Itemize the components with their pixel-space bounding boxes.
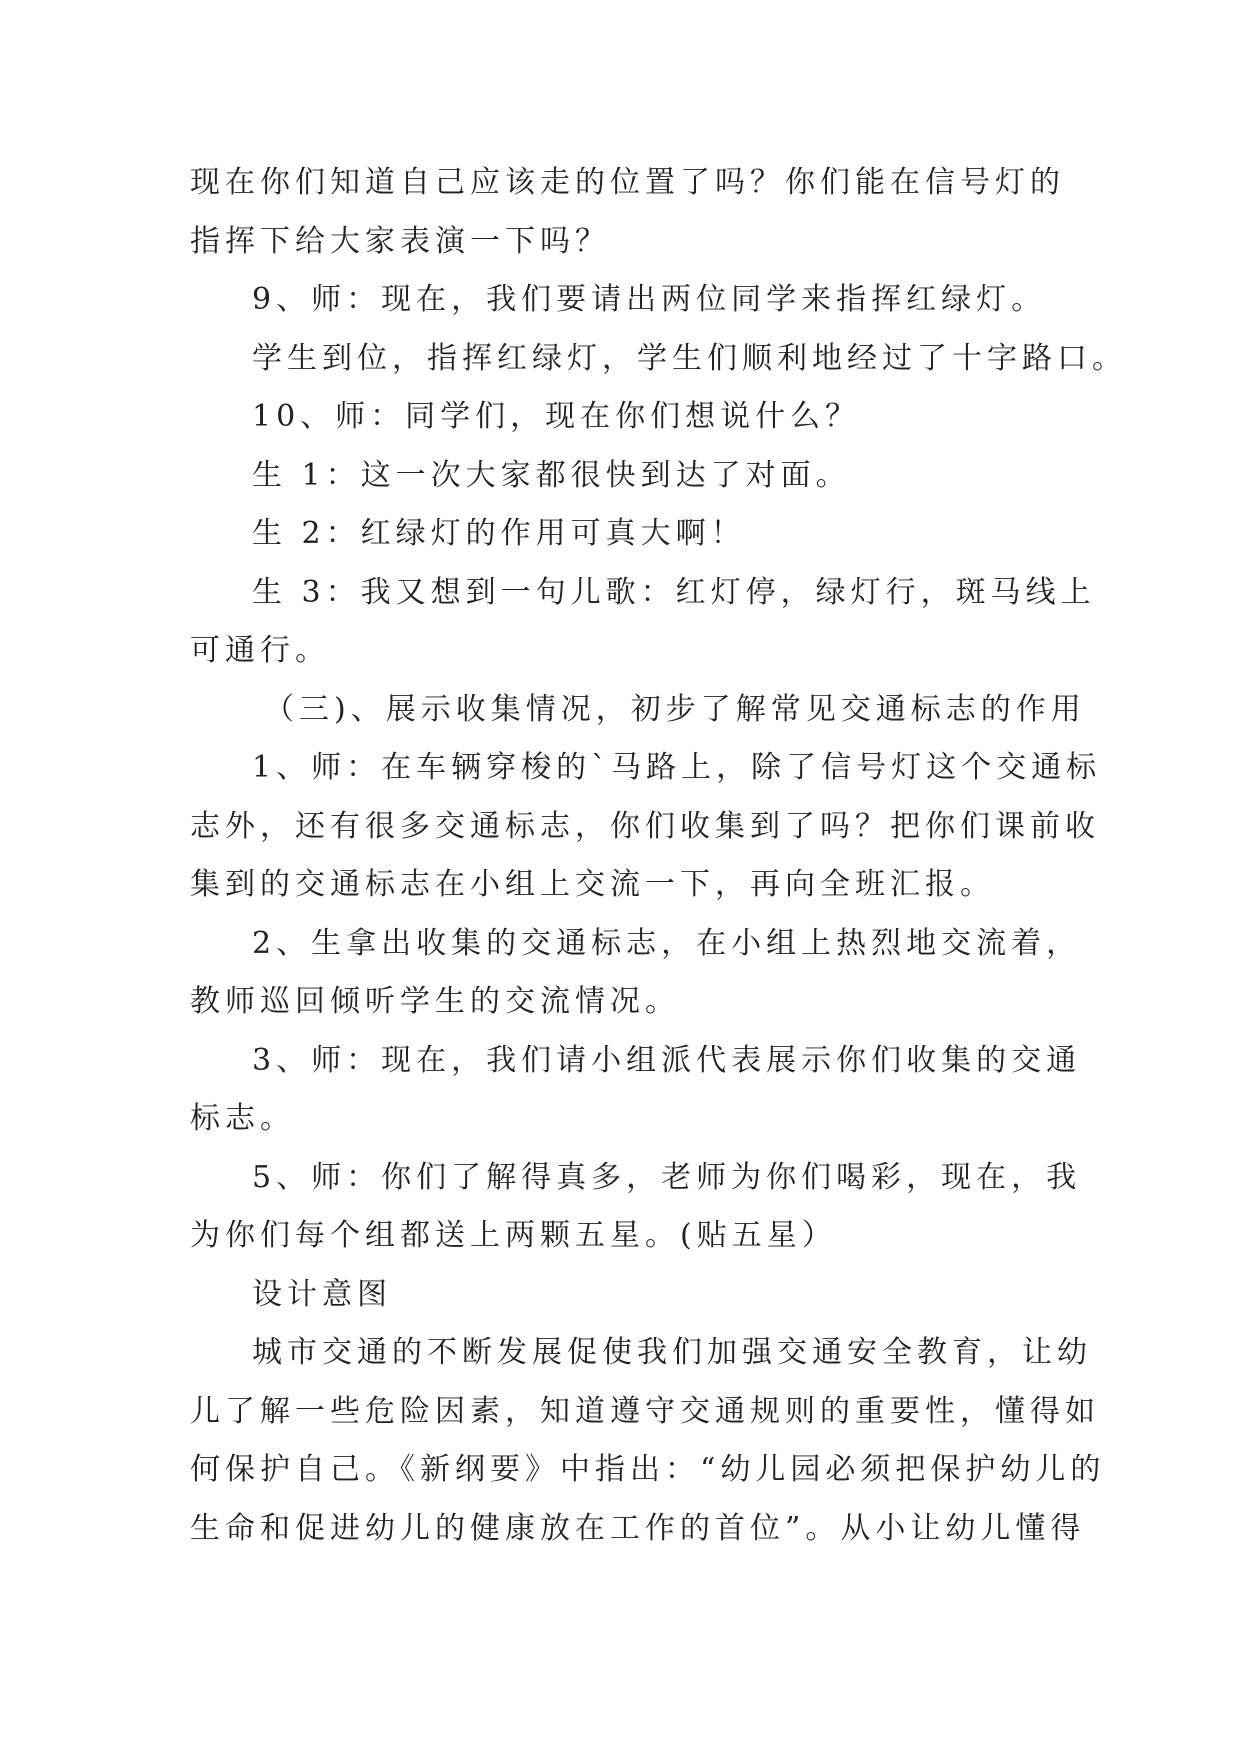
text-line: 可通行。 [190, 633, 330, 668]
text-line: 生 2：红绿灯的作用可真大啊！ [252, 516, 746, 551]
text-line: 为你们每个组都送上两颗五星。(贴五星） [190, 1218, 837, 1253]
section-heading: 设计意图 [252, 1276, 392, 1312]
text-line: 生命和促进幼儿的健康放在工作的首位”。从小让幼儿懂得 [190, 1510, 1086, 1546]
text-line: 城市交通的不断发展促使我们加强交通安全教育，让幼 [252, 1335, 1092, 1370]
text-line: 现在你们知道自己应该走的位置了吗？你们能在信号灯的 [190, 165, 1065, 200]
text-line: 学生到位，指挥红绿灯，学生们顺利地经过了十字路口。 [252, 340, 1127, 376]
text-line: 指挥下给大家表演一下吗？ [190, 223, 610, 259]
text-line: 志外，还有很多交通标志，你们收集到了吗？把你们课前收 [190, 808, 1100, 844]
section-heading: （三)、展示收集情况，初步了解常见交通标志的作用 [264, 691, 1086, 727]
text-line: 生 3：我又想到一句儿歌：红灯停，绿灯行，斑马线上 [252, 574, 1096, 610]
text-line: 1、师：在车辆穿梭的`马路上，除了信号灯这个交通标 [252, 750, 1102, 785]
text-line: 何保护自己。《新纲要》中指出：“幼儿园必须把保护幼儿的 [190, 1452, 1106, 1487]
text-line: 10、师：同学们，现在你们想说什么？ [252, 399, 861, 434]
text-line: 生 1：这一次大家都很快到达了对面。 [252, 457, 851, 493]
text-line: 2、生拿出收集的交通标志，在小组上热烈地交流着， [252, 925, 1082, 961]
text-line: 3、师：现在，我们请小组派代表展示你们收集的交通 [252, 1042, 1082, 1078]
document-body [190, 154, 1127, 1558]
text-line: 集到的交通标志在小组上交流一下，再向全班汇报。 [190, 867, 995, 902]
text-line: 9、师：现在，我们要请出两位同学来指挥红绿灯。 [252, 282, 1047, 317]
text-line: 教师巡回倾听学生的交流情况。 [190, 984, 680, 1019]
text-line: 儿了解一些危险因素，知道遵守交通规则的重要性，懂得如 [190, 1393, 1100, 1429]
text-line: 5、师：你们了解得真多，老师为你们喝彩，现在，我 [252, 1159, 1082, 1195]
text-line: 标志。 [190, 1101, 295, 1136]
